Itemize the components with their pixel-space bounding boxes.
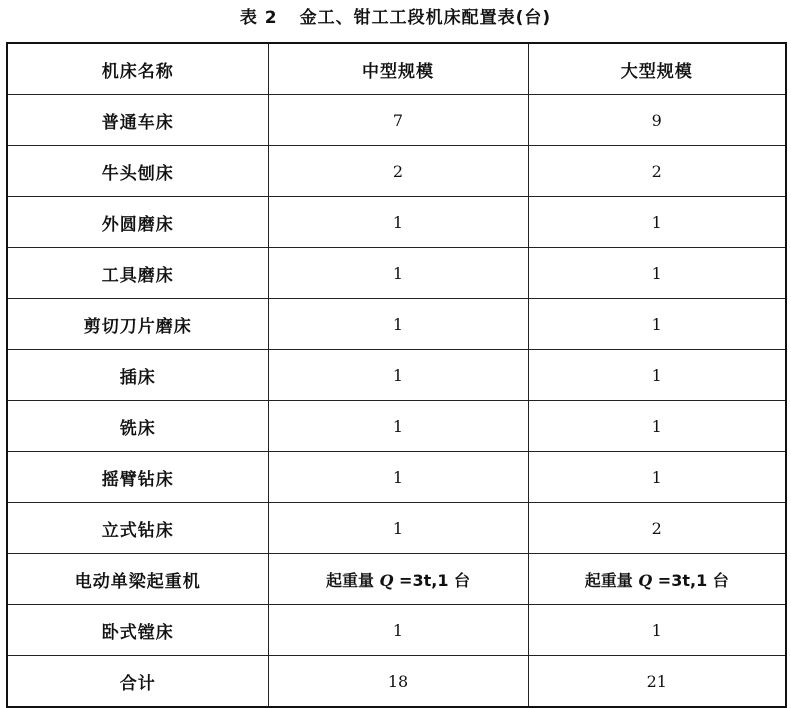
machine-name-cell: 外圆磨床: [7, 197, 268, 248]
large-count-cell: 1: [528, 452, 786, 503]
medium-count-cell: 2: [268, 146, 528, 197]
header-machine-name: 机床名称: [7, 43, 268, 95]
table-row: [7, 401, 786, 452]
machine-name-cell: 牛头刨床: [7, 146, 268, 197]
crane-spec-text: 起重量 Q =3t,1 台: [584, 570, 729, 590]
crane-spec-text: 起重量 Q =3t,1 台: [325, 570, 471, 590]
medium-total-cell: 18: [268, 656, 528, 708]
table-row: [7, 503, 786, 554]
table-caption: 金工、钳工工段机床配置表(台): [299, 8, 552, 28]
table-row: [7, 95, 786, 146]
large-count-cell: 1: [528, 299, 786, 350]
large-count-cell: 2: [528, 146, 786, 197]
machine-name-cell: 插床: [7, 350, 268, 401]
medium-count-cell: 7: [268, 95, 528, 146]
machine-name-cell: 普通车床: [7, 95, 268, 146]
large-count-cell: 2: [528, 503, 786, 554]
header-medium-scale: 中型规模: [268, 43, 528, 95]
large-count-cell: 1: [528, 401, 786, 452]
table-row: [7, 605, 786, 656]
machine-configuration-table: [6, 42, 787, 708]
machine-name-cell: 摇臂钻床: [7, 452, 268, 503]
medium-count-cell: 1: [268, 503, 528, 554]
table-header-row: [7, 43, 786, 95]
medium-count-cell: 1: [268, 299, 528, 350]
table-total-row: [7, 656, 786, 708]
large-count-cell: 1: [528, 197, 786, 248]
large-crane-spec-cell: [528, 554, 786, 605]
medium-count-cell: 1: [268, 350, 528, 401]
large-count-cell: 1: [528, 350, 786, 401]
table-row: [7, 350, 786, 401]
medium-count-cell: 1: [268, 248, 528, 299]
table-title: [0, 4, 791, 32]
machine-name-cell: 剪切刀片磨床: [7, 299, 268, 350]
large-count-cell: 1: [528, 248, 786, 299]
total-label-cell: 合计: [7, 656, 268, 708]
machine-name-cell: 电动单梁起重机: [7, 554, 268, 605]
medium-count-cell: 1: [268, 452, 528, 503]
table-number: 表 2: [239, 8, 278, 28]
medium-count-cell: 1: [268, 197, 528, 248]
machine-name-cell: 立式钻床: [7, 503, 268, 554]
table-row: [7, 146, 786, 197]
large-total-cell: 21: [528, 656, 786, 708]
table-row: [7, 197, 786, 248]
medium-count-cell: 1: [268, 401, 528, 452]
large-count-cell: 9: [528, 95, 786, 146]
machine-name-cell: 工具磨床: [7, 248, 268, 299]
table-row: [7, 248, 786, 299]
medium-count-cell: 1: [268, 605, 528, 656]
header-large-scale: 大型规模: [528, 43, 786, 95]
large-count-cell: 1: [528, 605, 786, 656]
table-row: [7, 452, 786, 503]
machine-name-cell: 铣床: [7, 401, 268, 452]
medium-crane-spec-cell: [268, 554, 528, 605]
machine-name-cell: 卧式镗床: [7, 605, 268, 656]
table-row: [7, 299, 786, 350]
table-row: [7, 554, 786, 605]
